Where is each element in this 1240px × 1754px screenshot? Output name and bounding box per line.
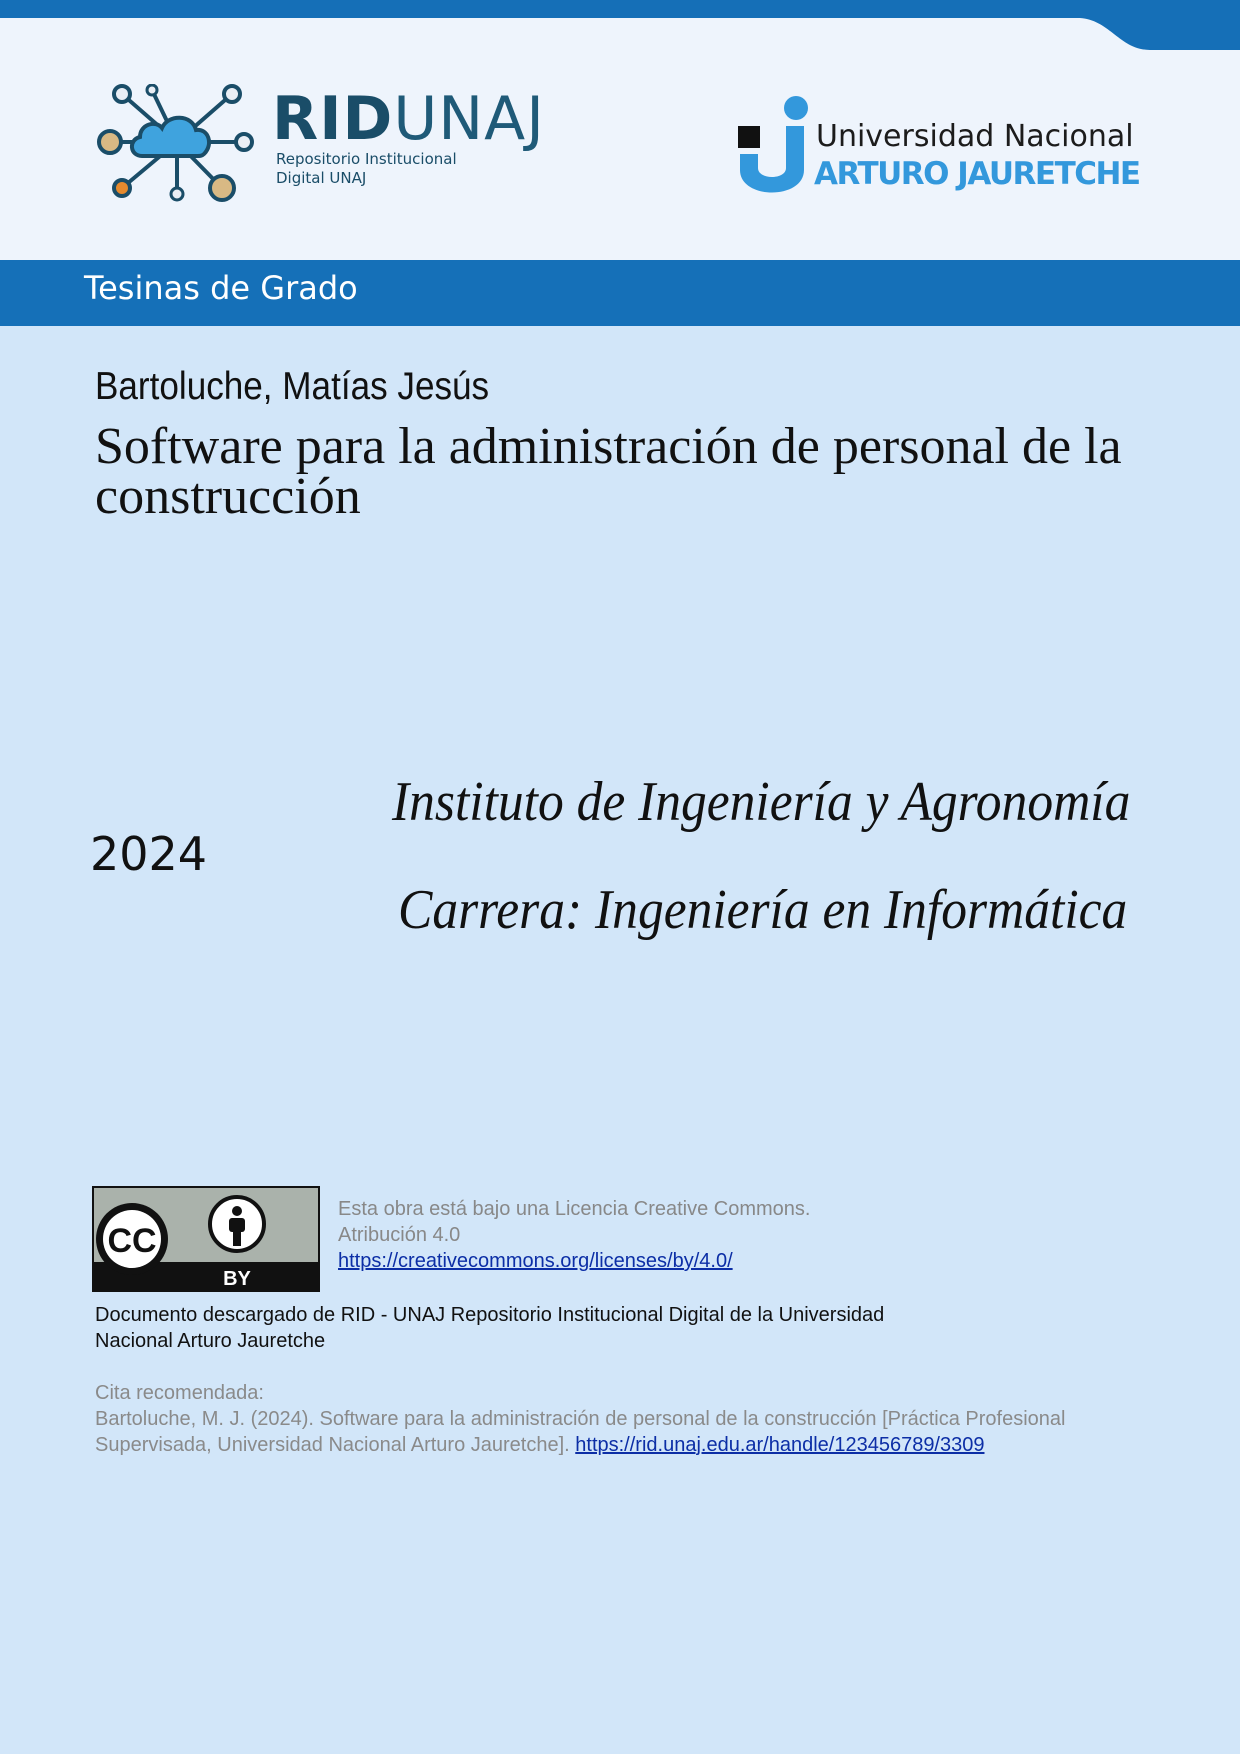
document-author: Bartoluche, Matías Jesús: [95, 365, 490, 408]
repository-subtitle-line1: Repositorio Institucional: [276, 150, 457, 168]
license-link[interactable]: https://creativecommons.org/licenses/by/4.0/: [338, 1250, 733, 1272]
cc-badge-text: CC: [107, 1222, 157, 1260]
license-notice: [338, 1196, 810, 1274]
university-name-line2: ARTURO JAURETCHE: [814, 156, 1140, 192]
top-stripe: [0, 0, 1240, 18]
top-right-curve: [1080, 0, 1240, 50]
document-title: Software para la administración de personal de la construcción: [95, 418, 1122, 525]
download-notice: [95, 1302, 884, 1354]
repository-name-bold: RID: [272, 84, 394, 154]
cc-by-icon[interactable]: [92, 1186, 320, 1292]
download-line1: Documento descargado de RID - UNAJ Repositorio Institucional Digital de la Universidad: [95, 1304, 885, 1326]
cloud-network-icon: [92, 84, 262, 204]
citation-heading: Cita recomendada:: [95, 1382, 264, 1404]
citation-line1: Bartoluche, M. J. (2024). Software para la administración de personal de la construcción [Práctica Profesional: [95, 1408, 1066, 1430]
license-line2: Atribución 4.0: [338, 1224, 461, 1246]
document-institute: Instituto de Ingeniería y Agronomía: [392, 771, 1131, 833]
document-career: Carrera: Ingeniería en Informática: [398, 879, 1128, 941]
repository-name-light: UNAJ: [393, 84, 545, 154]
citation-link[interactable]: https://rid.unaj.edu.ar/handle/123456789/3309: [575, 1434, 985, 1456]
download-line2: Nacional Arturo Jauretche: [95, 1330, 326, 1352]
university-name-line1: Universidad Nacional: [816, 119, 1134, 154]
repository-subtitle-line2: Digital UNAJ: [276, 169, 367, 187]
repository-subtitle: [276, 150, 457, 188]
citation-line2: Supervisada, Universidad Nacional Arturo Jauretche].: [95, 1434, 570, 1456]
category-banner-label: Tesinas de Grado: [84, 269, 358, 307]
license-line1: Esta obra está bajo una Licencia Creative Commons.: [338, 1198, 811, 1220]
document-year: 2024: [90, 827, 208, 881]
repository-name: [272, 84, 545, 154]
by-badge-text: BY: [223, 1268, 251, 1290]
unaj-j-mark-icon: [738, 96, 810, 200]
recommended-citation: [95, 1380, 1066, 1458]
